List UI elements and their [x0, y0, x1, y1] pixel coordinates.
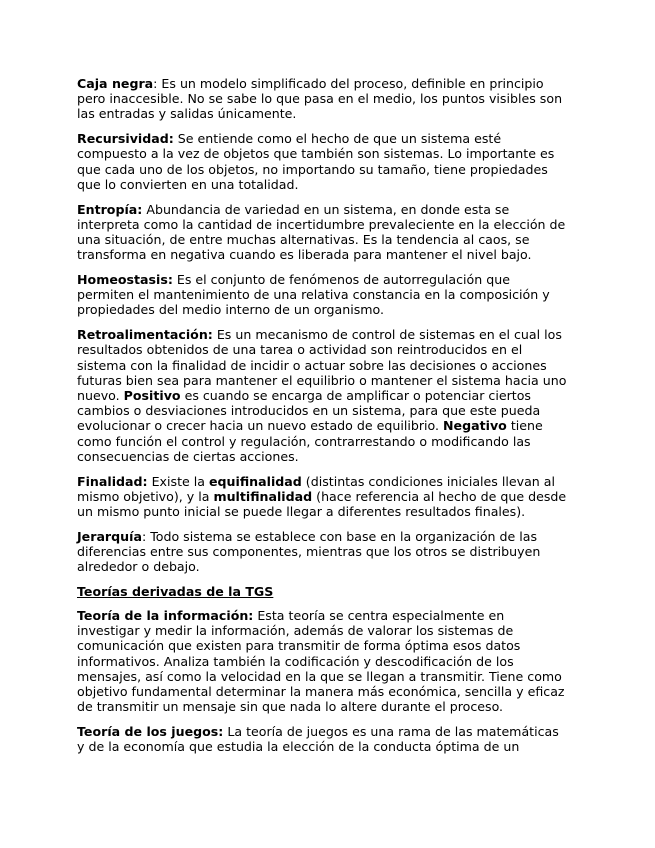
definition-finalidad-part2: (distintas condiciones iniciales llevan al mismo objetivo), y la — [77, 473, 555, 504]
definition-teoria-informacion: Esta teoría se centra especialmente en investigar y medir la información, además de valorar los sistemas de comunicación que existen para transmitir de forma óptima esos datos informativos. Analiza también la codificación y descodificación de los mensajes, así como la velocidad en la que se llegan a transmitir. Tiene como objetivo fundamental determinar la manera más económica, sencilla y eficaz de transmitir un mensaje sin que nada lo altere durante el proceso. — [77, 608, 565, 715]
definition-entropia: Abundancia de variedad en un sistema, en donde esta se interpreta como la cantidad de incertidumbre prevaleciente en la elección de una situación, de entre muchas alternativas. Es la tendencia al caos, se transforma en negativa cuando es liberada para mantener el nivel bajo. — [77, 201, 566, 263]
term-multifinalidad: multifinalidad — [213, 488, 313, 504]
term-homeostasis: Homeostasis: — [77, 272, 173, 288]
definition-homeostasis: Es el conjunto de fenómenos de autorregulación que permiten el mantenimiento de una relativa constancia en la composición y propiedades del medio interno de un organismo. — [77, 272, 550, 318]
paragraph-retroalimentacion — [77, 327, 582, 464]
term-teoria-juegos: Teoría de los juegos: — [77, 724, 224, 740]
paragraph-jerarquia — [77, 529, 582, 575]
term-recursividad: Recursividad: — [77, 131, 174, 147]
term-positivo: Positivo — [123, 388, 181, 404]
term-entropia: Entropía: — [77, 201, 143, 217]
definition-jerarquia: : Todo sistema se establece con base en la organización de las diferencias entre sus componentes, mientras que los otros se distribuyen alrededor o debajo. — [77, 528, 541, 575]
term-teoria-informacion: Teoría de la información: — [77, 608, 254, 624]
term-negativo: Negativo — [443, 418, 507, 434]
paragraph-entropia — [77, 202, 582, 263]
paragraph-teoria-informacion — [77, 608, 582, 714]
paragraph-caja-negra — [77, 76, 582, 122]
paragraph-recursividad — [77, 131, 582, 192]
term-retroalimentacion: Retroalimentación: — [77, 327, 213, 343]
term-equifinalidad: equifinalidad — [208, 473, 302, 489]
document-page — [77, 76, 582, 764]
paragraph-teoria-juegos — [77, 724, 582, 754]
term-caja-negra: Caja negra — [77, 76, 154, 91]
definition-retroalimentacion-part3: tiene como función el control y regulación, contrarrestando o modificando las consecuencias de ciertas acciones. — [77, 418, 543, 464]
definition-teoria-juegos: La teoría de juegos es una rama de las matemáticas y de la economía que estudia la elección de la conducta óptima de un — [77, 724, 559, 755]
definition-retroalimentacion-part2: es cuando se encarga de amplificar o potenciar ciertos cambios o desviaciones introducidos en un sistema, para que este pueda evolucionar o crecer hacia un nuevo estado de equilibrio. — [77, 388, 541, 434]
paragraph-homeostasis — [77, 272, 582, 318]
section-heading-teorias: Teorías derivadas de la TGS — [77, 584, 274, 600]
definition-finalidad-part3: (hace referencia al hecho de que desde un mismo punto inicial se puede llegar a diferentes resultados finales). — [77, 488, 567, 520]
term-finalidad: Finalidad: — [77, 473, 148, 489]
definition-retroalimentacion-part1: Es un mecanismo de control de sistemas en el cual los resultados obtenidos de una tarea o actividad son reintroducidos en el sistema con la finalidad de incidir o actuar sobre las decisiones o acciones futuras bien sea para mantener el equilibrio o mantener el sistema hacia uno nuevo. — [77, 327, 567, 404]
definition-caja-negra: : Es un modelo simplificado del proceso, definible en principio pero inaccesible. No se sabe lo que pasa en el medio, los puntos visibles son las entradas y salidas únicamente. — [77, 76, 563, 122]
term-jerarquia: Jerarquía — [77, 528, 142, 544]
paragraph-finalidad — [77, 474, 582, 520]
definition-finalidad-part1: Existe la — [147, 473, 209, 489]
definition-recursividad: Se entiende como el hecho de que un sistema esté compuesto a la vez de objetos que también son sistemas. Lo importante es que cada uno de los objetos, no importando su tamaño, tiene propiedades que lo convierten en una totalidad. — [77, 131, 555, 192]
